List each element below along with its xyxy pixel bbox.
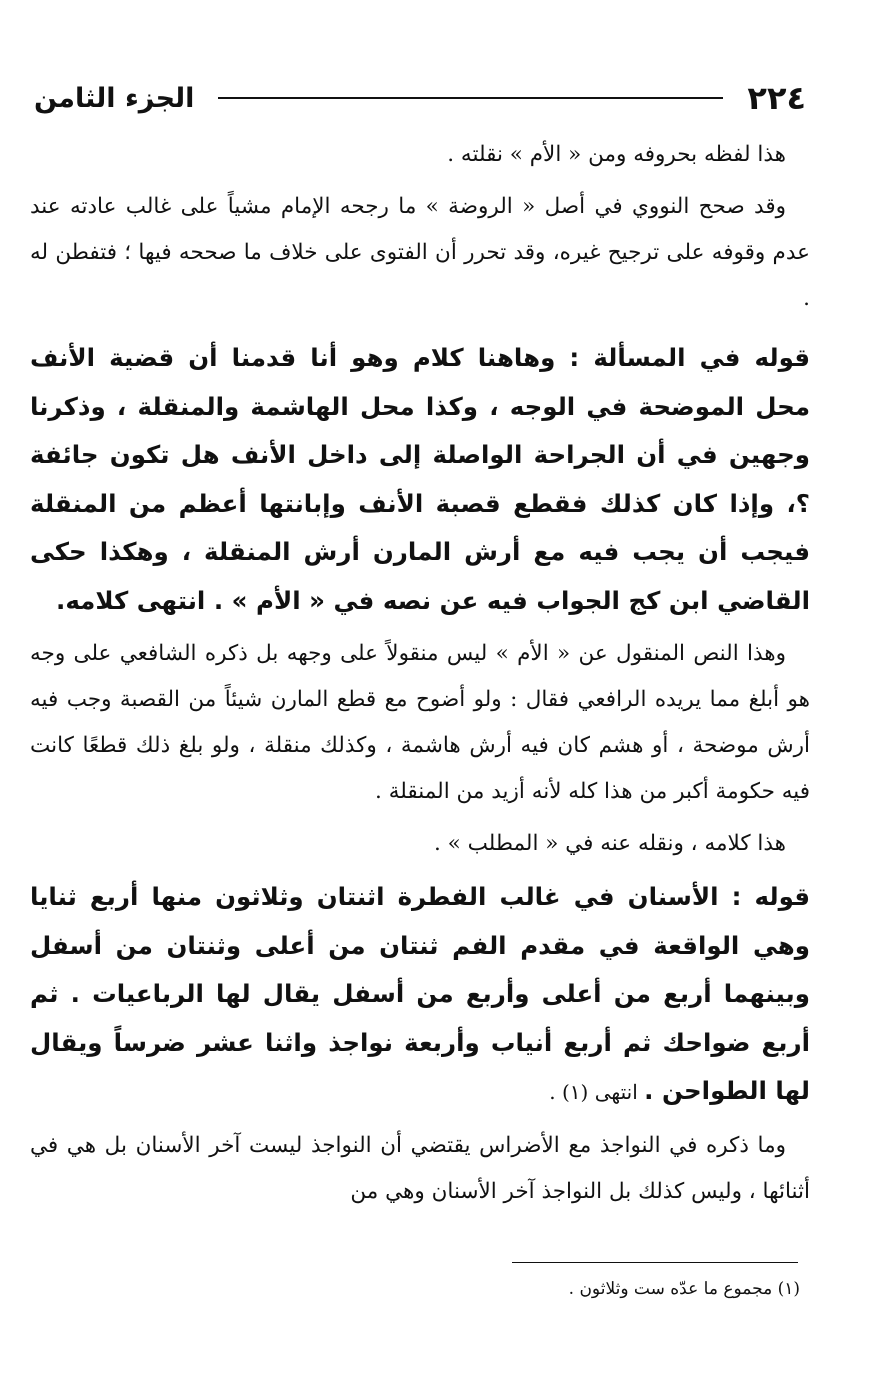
body-text — [30, 132, 810, 1215]
page-header — [34, 74, 806, 122]
paragraph-4: وهذا النص المنقول عن « الأم » ليس منقولاً على وجهه بل ذكره الشافعي على وجه هو أبلغ مما يريده الرافعي فقال : ولو أضوح مع قطع المارن شيئاً من القصبة وجب فيه أرش موضحة ، أو هشم كان فيه أرش هاشمة ، وكذلك منقلة ، ولو بلغ ذلك قطعًا كانت فيه حكومة أكبر من هذا كله لأنه أزيد من المنقلة . — [30, 641, 810, 804]
footnote-rule — [512, 1262, 798, 1263]
header-rule — [218, 97, 723, 99]
paragraph-2: وقد صحح النووي في أصل « الروضة » ما رجحه الإمام مشياً على غالب عادته عند عدم وقوفه على ترجيح غيره، وقد تحرر أن الفتوى على خلاف ما صححه فيها ؛ فتفطن له . — [30, 194, 810, 311]
paragraph-1: هذا لفظه بحروفه ومن « الأم » نقلته . — [447, 142, 786, 167]
part-title: الجزء الثامن — [34, 82, 195, 114]
page-number: ٢٢٤ — [747, 79, 806, 117]
paragraph-5: هذا كلامه ، ونقله عنه في « المطلب » . — [433, 831, 786, 856]
quoted-paragraph-6 — [30, 873, 810, 1117]
footnote: (١) مجموع ما عدّه ست وثلاثون . — [568, 1279, 800, 1299]
paragraph-7: وما ذكره في النواجذ مع الأضراس يقتضي أن النواجذ ليست آخر الأسنان بل هي في أثنائها ، وليس كذلك بل النواجذ آخر الأسنان وهي من — [30, 1132, 810, 1204]
quoted-text: قوله في المسألة : وهاهنا كلام وهو أنا قدمنا أن قضية الأنف محل الموضحة في الوجه ، وكذا محل الهاشمة والمنقلة ، وذكرنا وجهين في أن الجراحة الواصلة إلى داخل الأنف هل تكون جائفة ؟، وإذا كان كذلك فقطع قصبة الأنف وإبانتها أعظم من المنقلة فيجب أن يجب فيه مع أرش المارن أرش المنقلة ، وهكذا حكى القاضي ابن كج الجواب فيه عن نصه في « الأم » . انتهى كلامه. — [30, 343, 810, 615]
quoted-paragraph-3 — [30, 334, 810, 625]
quoted-text: قوله : الأسنان في غالب الفطرة اثنتان وثلاثون منها أربع ثنايا وهي الواقعة في مقدم الفم ثنتان من أعلى وثنتان من أسفل وبينهما أربع من أعلى وأربع من أسفل يقال لها الرباعيات . ثم أربع ضواحك ثم أربع أنياب وأربعة نواجذ واثنا عشر ضرساً ويقال لها الطواحن . — [30, 882, 810, 1105]
footnote-reference: انتهى (١) . — [549, 1080, 645, 1104]
